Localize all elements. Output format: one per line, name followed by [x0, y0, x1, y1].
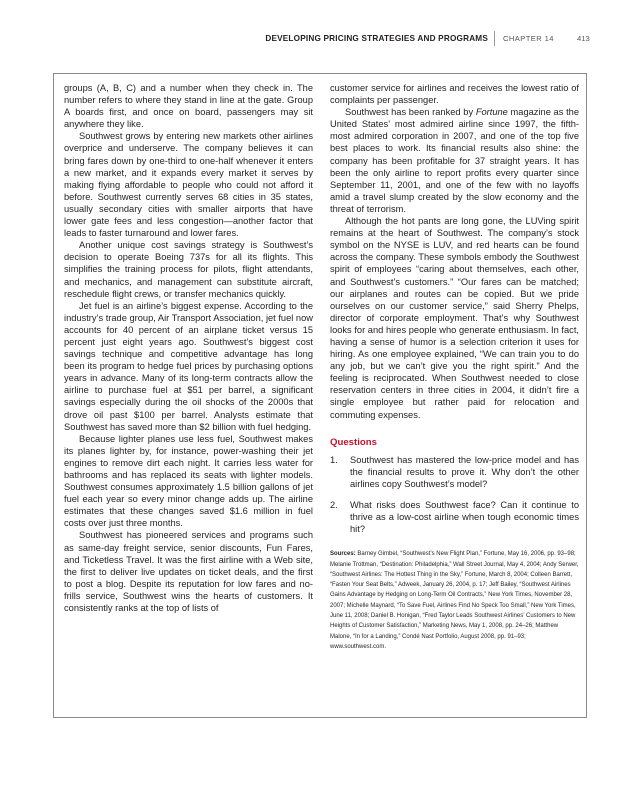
header-divider: [494, 31, 495, 46]
page-header: [0, 34, 623, 50]
question-number: 2.: [330, 500, 338, 510]
text-run: magazine as the United States’ most admired airline since 1997, the fifth-most admired corporation in 2007, and one of the top five best places to work. Its financial results also shine: the company has been profitable for 37 straight years. It has been the only airline to report profits every quarter since September 11, 2001, and one of the few with no layoffs amid a travel slump created by the slow economy and the threat of terrorism.: [330, 107, 579, 214]
question-text: What risks does Southwest face? Can it continue to thrive as a low-cost airline when tough economic times hit?: [350, 500, 579, 535]
sources-note: [330, 549, 579, 652]
chapter-label: CHAPTER 14: [503, 34, 554, 43]
sources-label: Sources:: [330, 551, 356, 558]
body-paragraph: Southwest has pioneered services and programs such as same-day freight service, senior discounts, Fun Fares, and Ticketless Travel. It was the first airline with a Web site, the first to deliver live updates on ticket deals, and the first to post a blog. Despite its reputation for low fares and no-frills service, Southwest wins the hearts of customers. It consistently ranks at the top of lists of: [64, 530, 313, 614]
question-number: 1.: [330, 454, 338, 465]
questions-list: [330, 454, 579, 536]
question-item: [330, 499, 579, 535]
body-paragraph: Another unique cost savings strategy is Southwest’s decision to operate Boeing 737s for all its flights. This simplifies the training process for pilots, flight attendants, and mechanics, and management can substitute aircraft, reschedule flight crews, or transfer mechanics quickly.: [64, 240, 313, 299]
body-paragraph: [330, 106, 579, 215]
question-text: Southwest has mastered the low-price model and has the financial results to prove it. Why don’t the other airlines copy Southwest’s model?: [350, 454, 579, 489]
body-paragraph: customer service for airlines and receives the lowest ratio of complaints per passenger.: [330, 83, 579, 106]
sources-text: Barney Gimbel, “Southwest’s New Flight Plan,” Fortune, May 16, 2006, pp. 93–98; Melanie Trottman, “Destination: Philadelphia,” Wall Street Journal, May 4, 2004; Andy Serwer, “Southwest Airlines: The Hottest Thing in the Sky,” Fortune, March 8, 2004; Colleen Barrett, “Fasten Your Seat Belts,” Adweek, January 26, 2004, p. 17; Jeff Bailey, “Southwest Airlines Gains Advantage by Hedging on Long-Term Oil Contracts,” New York Times, November 28, 2007; Michelle Maynard, “To Save Fuel, Airlines Find No Speck Too Small,” New York Times, June 11, 2008; Daniel B. Honigan, “Fred Taylor Leads Southwest Airlines’ Customers to New Heights of Customer Satisfaction,” Marketing News, May 1, 2008, pp. 24–26; Matthew Malone, “In for a Landing,” Condé Nast Portfolio, August 2008, pp. 91–93; www.southwest.com.: [330, 551, 579, 650]
running-head-title: DEVELOPING PRICING STRATEGIES AND PROGRAMS: [265, 34, 488, 43]
body-paragraph: groups (A, B, C) and a number when they check in. The number refers to where they stand in line at the gate. Group A boards first, and once on board, passengers may sit anywhere they like.: [64, 83, 313, 130]
text-run: Southwest has been ranked by: [345, 107, 476, 118]
questions-heading: Questions: [330, 436, 377, 448]
page-number: 413: [577, 34, 590, 43]
fortune-italic: Fortune: [475, 107, 508, 118]
right-column: [330, 82, 579, 652]
body-paragraph: Southwest grows by entering new markets other airlines overprice and underserve. The company believes it can bring fares down by one-third to one-half whenever it enters a new market, and it expands every market it serves by making flying affordable to people who could not afford it before. Southwest currently serves 68 cities in 35 states, usually secondary cities with smaller airports that have lower gate fees and less congestion—another factor that leads to faster turnaround and lower fares.: [64, 131, 313, 239]
case-study-box: [53, 73, 587, 718]
body-paragraph: Jet fuel is an airline’s biggest expense. According to the industry’s trade group, Air Transport Association, jet fuel now accounts for 40 percent of an airplane ticket versus 15 percent just eight years ago. Southwest’s biggest cost savings technique and competitive advantage has long been its program to hedge fuel prices by purchasing options years in advance. Many of its long-term contracts allow the airline to purchase fuel at $51 per barrel, a significant savings especially during the oil shocks of the 2000s that drove oil past $100 per barrel. Analysts estimate that Southwest has saved more than $2 billion with fuel hedging.: [64, 300, 313, 432]
question-item: [330, 454, 579, 490]
body-paragraph: Because lighter planes use less fuel, Southwest makes its planes lighter by, for instance, power-washing their jet engines to remove dirt each night. It carries less water for bathrooms and has replaced its seats with lighter models. Southwest consumes approximately 1.5 billion gallons of jet fuel each year so every minor change adds up. The airline estimates that these changes saved $1.6 million in fuel costs over just three months.: [64, 433, 313, 529]
body-paragraph: Although the hot pants are long gone, the LUVing spirit remains at the heart of Southwest. The company’s stock symbol on the NYSE is LUV, and red hearts can be found across the company. These symbols embody the Southwest spirit of employees “caring about themselves, each other, and Southwest’s customers.” “Our fares can be matched; our airplanes and routes can be copied. But we pride ourselves on our customer service,” said Sherry Phelps, director of corporate employment. That’s why Southwest looks for and hires people who generate enthusiasm. In fact, having a sense of humor is a selection criterion it uses for hiring. As one employee explained, “We can train you to do any job, but we can’t give you the right spirit.” And the feeling is reciprocated. When Southwest needed to close reservation centers in three cities in 2004, it didn’t fire a single employee but rather paid for relocation and commuting expenses.: [330, 216, 579, 420]
left-column: [64, 82, 313, 614]
